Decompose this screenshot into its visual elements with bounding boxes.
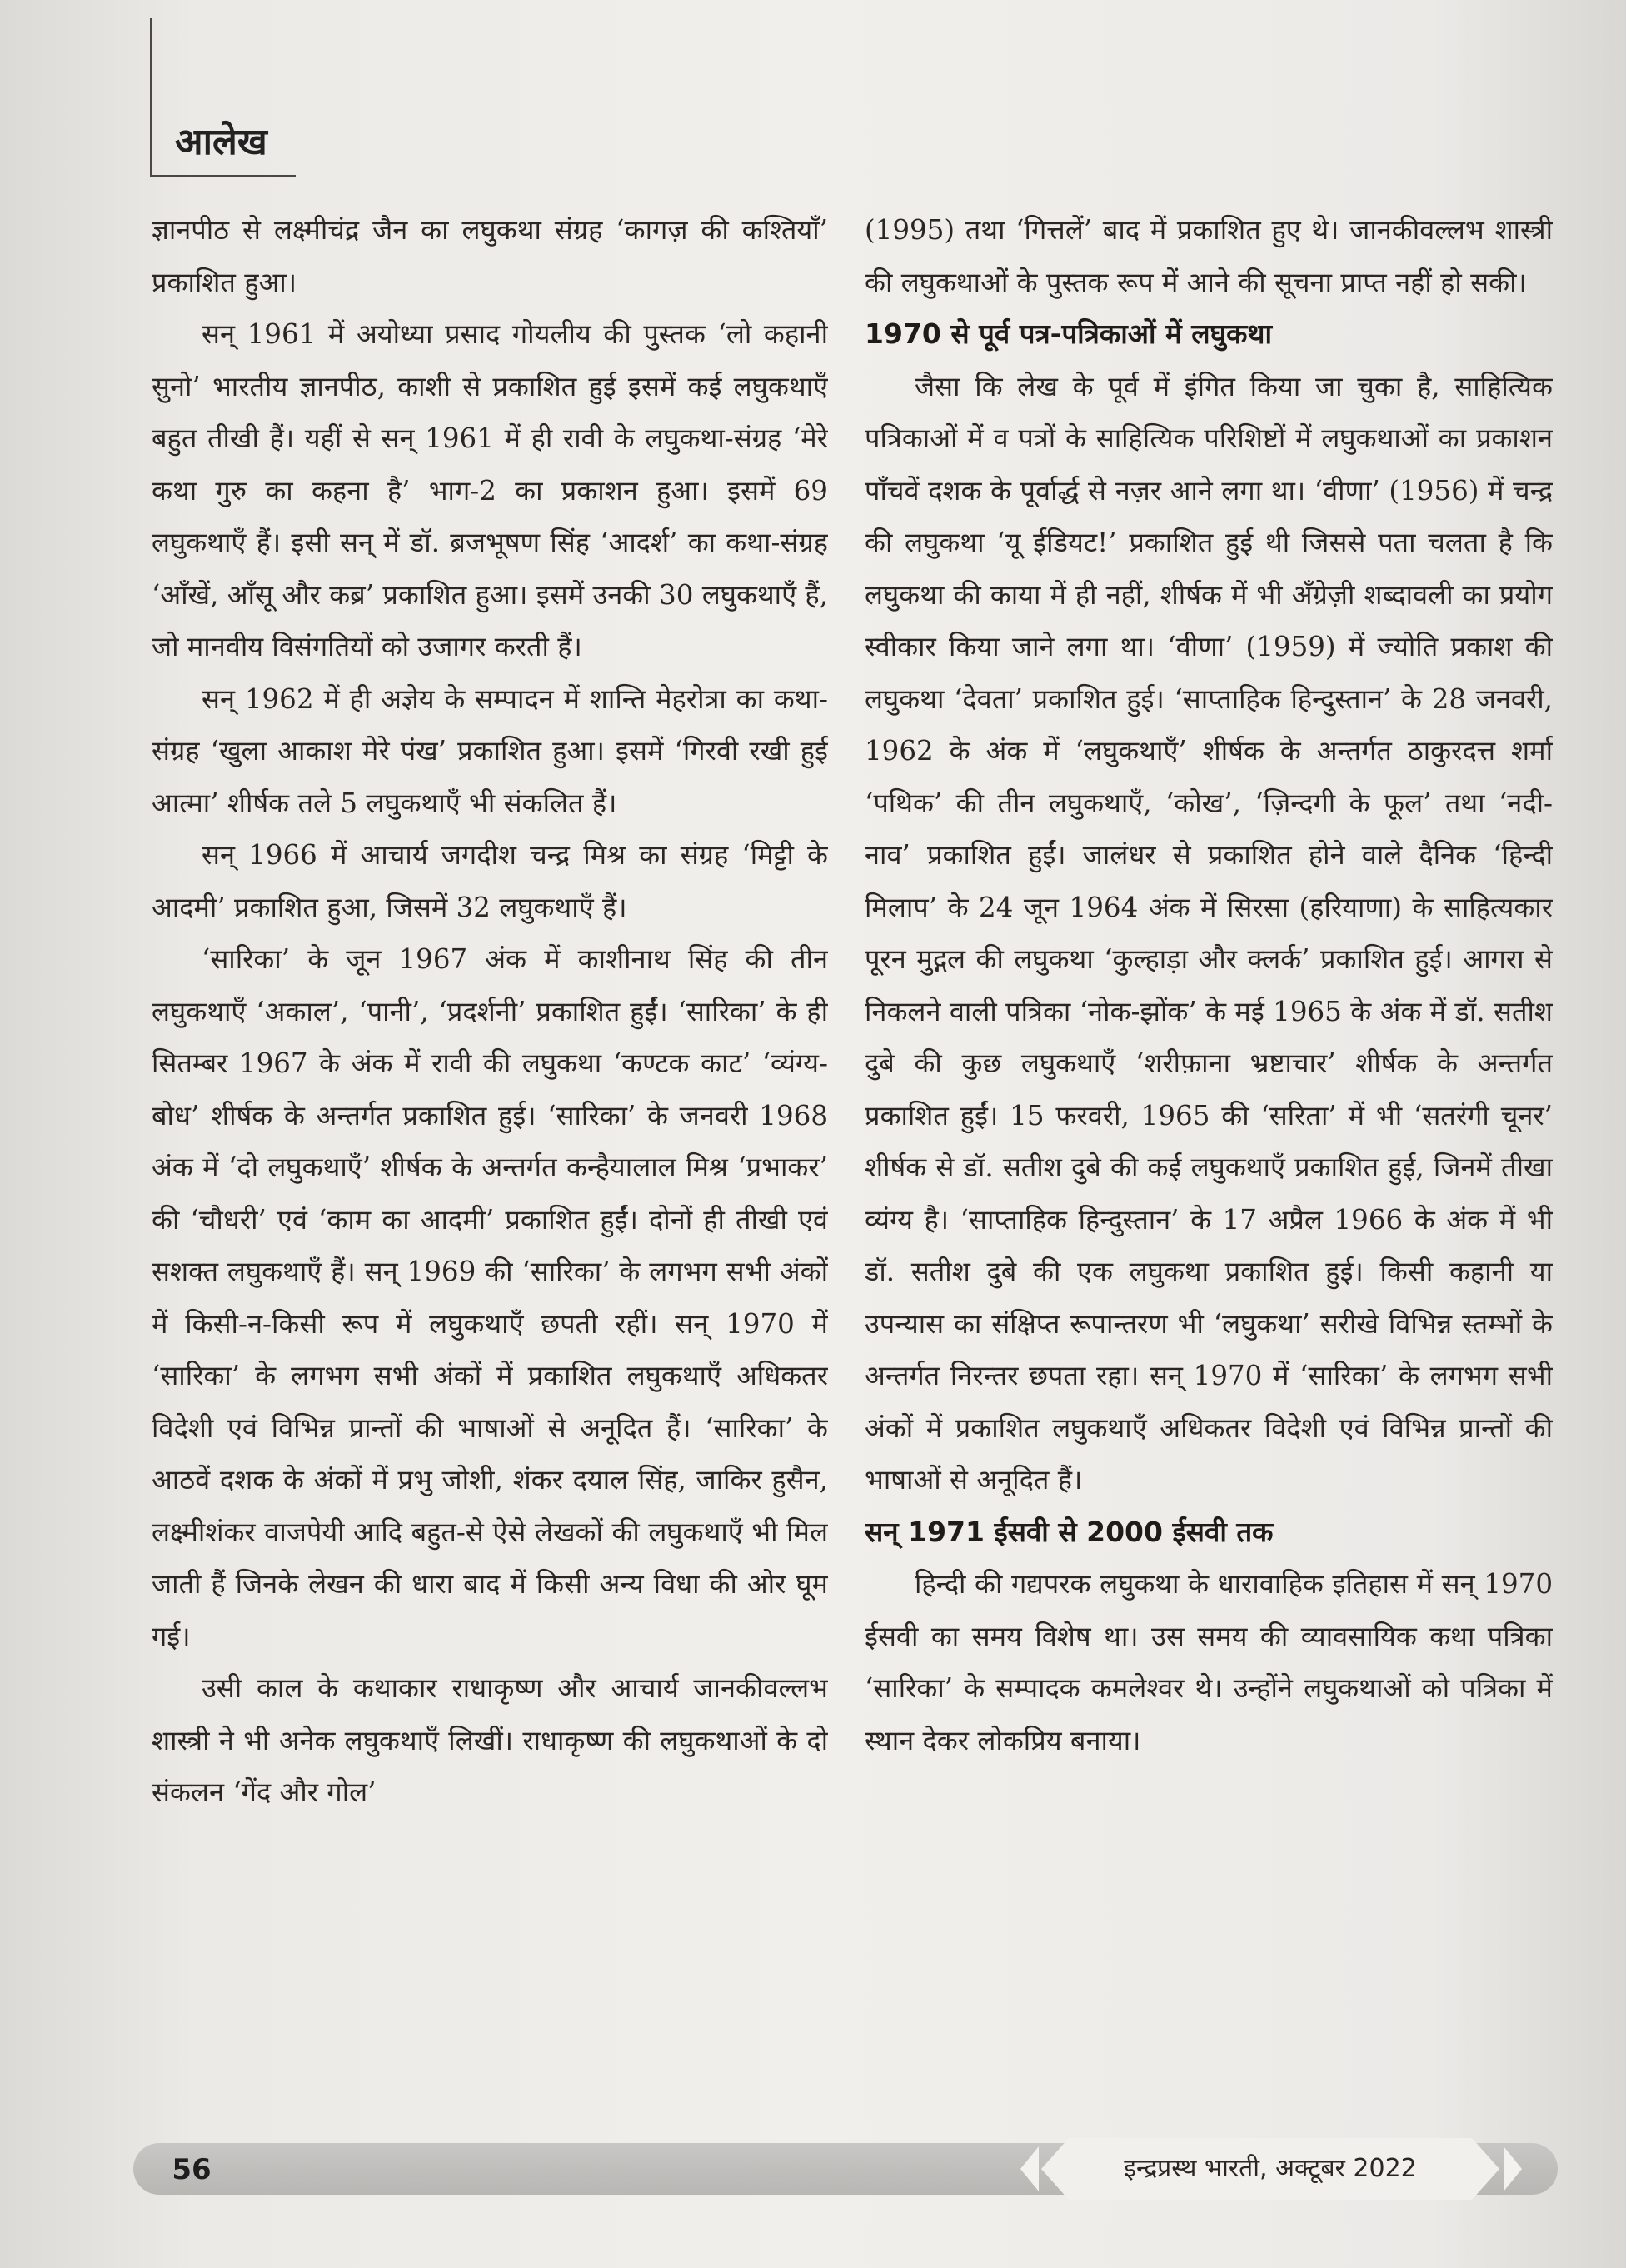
- left-paragraph-2: सन् 1961 में अयोध्या प्रसाद गोयलीय की पुस्तक ‘लो कहानी सुनो’ भारतीय ज्ञानपीठ, काशी से प्रकाशित हुई इसमें कई लघुकथाएँ बहुत तीखी हैं। यहीं से सन् 1961 में ही रावी के लघुकथा-संग्रह ‘मेरे कथा गुरु का कहना है’ भाग-2 का प्रकाशन हुआ। इसमें 69 लघुकथाएँ हैं। इसी सन् में डॉ. ब्रजभूषण सिंह ‘आदर्श’ का कथा-संग्रह ‘आँखें, आँसू और कब्र’ प्रकाशित हुआ। इसमें उनकी 30 लघुकथाएँ हैं, जो मानवीय विसंगतियों को उजागर करती हैं।: [152, 318, 828, 662]
- right-paragraph-1: (1995) तथा ‘गित्तलें’ बाद में प्रकाशित हुए थे। जानकीवल्लभ शास्त्री की लघुकथाओं के पुस्तक रूप में आने की सूचना प्राप्त नहीं हो सकी।: [865, 214, 1553, 298]
- right-column: [865, 204, 1553, 2121]
- footer-chevron-left: [1020, 2146, 1039, 2191]
- section-label: आलेख: [175, 121, 267, 163]
- section-heading-1971-2000: सन् 1971 ईसवी से 2000 ईसवी तक: [865, 1515, 1274, 1548]
- header-rule-horizontal: [150, 175, 296, 177]
- right-paragraph-3: हिन्दी की गद्यपरक लघुकथा के धारावाहिक इतिहास में सन् 1970 ईसवी का समय विशेष था। उस समय की व्यावसायिक कथा पत्रिका ‘सारिका’ के सम्पादक कमलेश्वर थे। उन्होंने लघुकथाओं को पत्रिका में स्थान देकर लोकप्रिय बनाया।: [865, 1568, 1553, 1756]
- journal-title: इन्द्रप्रस्थ भारती, अक्टूबर 2022: [1124, 2154, 1417, 2183]
- header-rule-vertical: [150, 18, 152, 177]
- footer-chevron-right: [1504, 2146, 1522, 2191]
- left-paragraph-3: सन् 1962 में ही अज्ञेय के सम्पादन में शान्ति मेहरोत्रा का कथा-संग्रह ‘खुला आकाश मेरे पंख’ प्रकाशित हुआ। इसमें ‘गिरवी रखी हुई आत्मा’ शीर्षक तले 5 लघुकथाएँ भी संकलित हैं।: [152, 682, 828, 819]
- right-paragraph-2: जैसा कि लेख के पूर्व में इंगित किया जा चुका है, साहित्यिक पत्रिकाओं में व पत्रों के साहित्यिक परिशिष्टों में लघुकथाओं का प्रकाशन पाँचवें दशक के पूर्वार्द्ध से नज़र आने लगा था। ‘वीणा’ (1956) में चन्द्र की लघुकथा ‘यू ईडियट!’ प्रकाशित हुई थी जिससे पता चलता है कि लघुकथा की काया में ही नहीं, शीर्षक में भी अँग्रेज़ी शब्दावली का प्रयोग स्वीकार किया जाने लगा था। ‘वीणा’ (1959) में ज्योति प्रकाश की लघुकथा ‘देवता’ प्रकाशित हुई। ‘साप्ताहिक हिन्दुस्तान’ के 28 जनवरी, 1962 के अंक में ‘लघुकथाएँ’ शीर्षक के अन्तर्गत ठाकुरदत्त शर्मा ‘पथिक’ की तीन लघुकथाएँ, ‘कोख’, ‘ज़िन्दगी के फूल’ तथा ‘नदी-नाव’ प्रकाशित हुईं। जालंधर से प्रकाशित होने वाले दैनिक ‘हिन्दी मिलाप’ के 24 जून 1964 अंक में सिरसा (हरियाणा) के साहित्यकार पूरन मुद्गल की लघुकथा ‘कुल्हाड़ा और क्लर्क’ प्रकाशित हुई। आगरा से निकलने वाली पत्रिका ‘नोक-झोंक’ के मई 1965 के अंक में डॉ. सतीश दुबे की कुछ लघुकथाएँ ‘शरीफ़ाना भ्रष्टाचार’ शीर्षक के अन्तर्गत प्रकाशित हुईं। 15 फरवरी, 1965 की ‘सरिता’ में भी ‘सतरंगी चूनर’ शीर्षक से डॉ. सतीश दुबे की कई लघुकथाएँ प्रकाशित हुई, जिनमें तीखा व्यंग्य है। ‘साप्ताहिक हिन्दुस्तान’ के 17 अप्रैल 1966 के अंक में भी डॉ. सतीश दुबे की एक लघुकथा प्रकाशित हुई। किसी कहानी या उपन्यास का संक्षिप्त रूपान्तरण भी ‘लघुकथा’ सरीखे विभिन्न स्तम्भों के अन्तर्गत निरन्तर छपता रहा। सन् 1970 में ‘सारिका’ के लगभग सभी अंकों में प्रकाशित लघुकथाएँ अधिकतर विदेशी एवं विभिन्न प्रान्तों की भाषाओं से अनूदित हैं।: [865, 370, 1553, 1496]
- left-paragraph-1: ज्ञानपीठ से लक्ष्मीचंद्र जैन का लघुकथा संग्रह ‘कागज़ की कश्तियाँ’ प्रकाशित हुआ।: [152, 214, 828, 298]
- left-paragraph-4: सन् 1966 में आचार्य जगदीश चन्द्र मिश्र का संग्रह ‘मिट्टी के आदमी’ प्रकाशित हुआ, जिसमें 32 लघुकथाएँ हैं।: [152, 839, 828, 923]
- left-paragraph-6: उसी काल के कथाकार राधाकृष्ण और आचार्य जानकीवल्लभ शास्त्री ने भी अनेक लघुकथाएँ लिखीं। राधाकृष्ण की लघुकथाओं के दो संकलन ‘गेंद और गोल’: [152, 1672, 828, 1808]
- section-heading-pre-1970: 1970 से पूर्व पत्र-पत्रिकाओं में लघुकथा: [865, 317, 1273, 350]
- left-paragraph-5: ‘सारिका’ के जून 1967 अंक में काशीनाथ सिंह की तीन लघुकथाएँ ‘अकाल’, ‘पानी’, ‘प्रदर्शनी’ प्रकाशित हुईं। ‘सारिका’ के ही सितम्बर 1967 के अंक में रावी की लघुकथा ‘कण्टक काट’ ‘व्यंग्य-बोध’ शीर्षक के अन्तर्गत प्रकाशित हुई। ‘सारिका’ के जनवरी 1968 अंक में ‘दो लघुकथाएँ’ शीर्षक के अन्तर्गत कन्हैयालाल मिश्र ‘प्रभाकर’ की ‘चौधरी’ एवं ‘काम का आदमी’ प्रकाशित हुईं। दोनों ही तीखी एवं सशक्त लघुकथाएँ हैं। सन् 1969 की ‘सारिका’ के लगभग सभी अंकों में किसी-न-किसी रूप में लघुकथाएँ छपती रहीं। सन् 1970 में ‘सारिका’ के लगभग सभी अंकों में प्रकाशित लघुकथाएँ अधिकतर विदेशी एवं विभिन्न प्रान्तों की भाषाओं से अनूदित हैं। ‘सारिका’ के आठवें दशक के अंकों में प्रभु जोशी, शंकर दयाल सिंह, जाकिर हुसैन, लक्ष्मीशंकर वाजपेयी आदि बहुत-से ऐसे लेखकों की लघुकथाएँ भी मिल जाती हैं जिनके लेखन की धारा बाद में किसी अन्य विधा की ओर घूम गई।: [152, 943, 828, 1652]
- left-column: [152, 204, 828, 2121]
- page-number: 56: [172, 2153, 212, 2186]
